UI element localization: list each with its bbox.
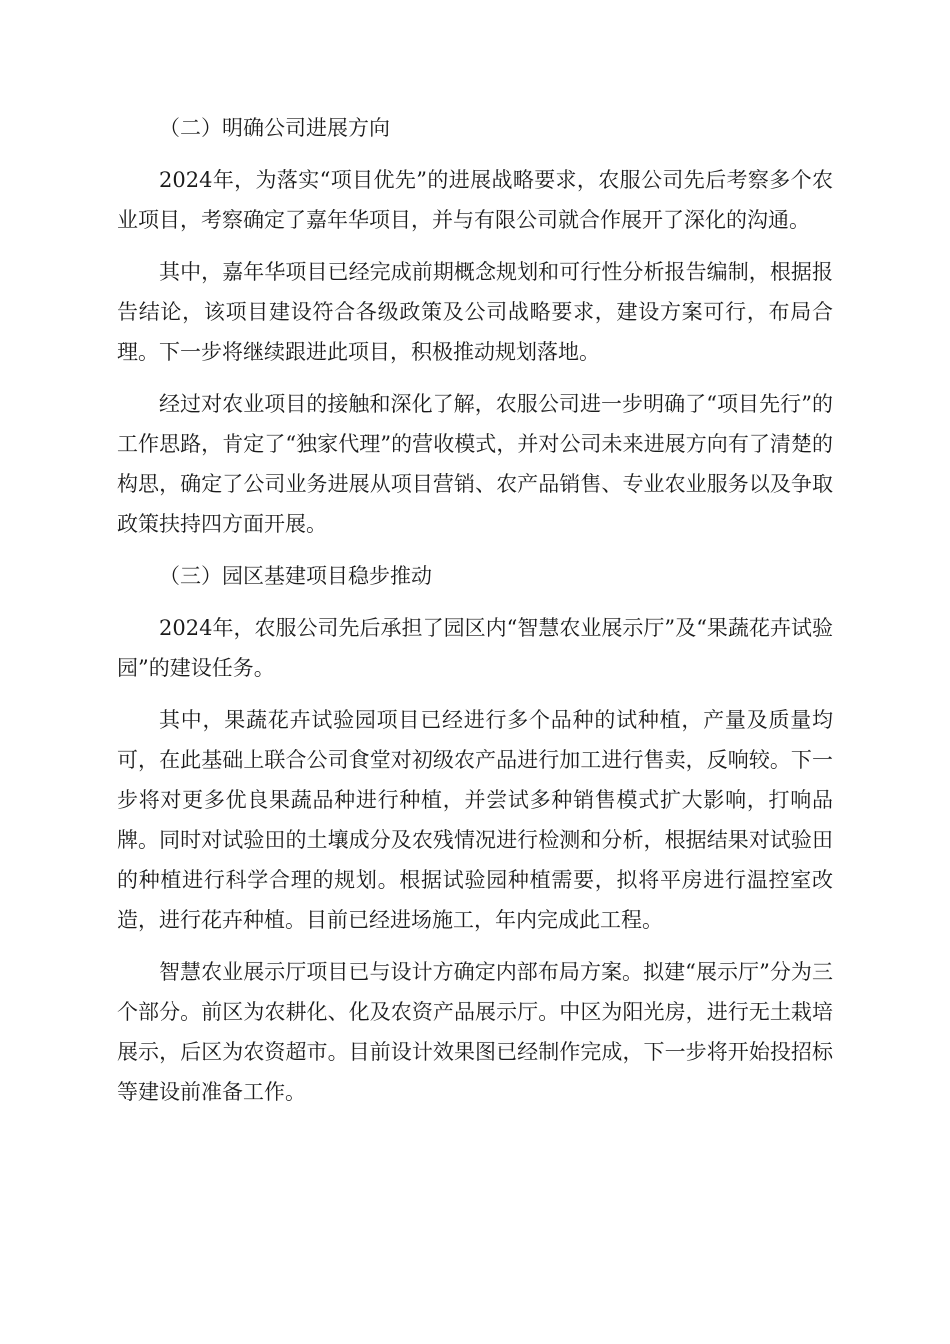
- paragraph: 2024年，农服公司先后承担了园区内“智慧农业展示厅”及“果蔬花卉试验园”的建设任务。: [117, 616, 833, 680]
- paragraph: 其中，嘉年华项目已经完成前期概念规划和可行性分析报告编制，根据报告结论，该项目建设符合各级政策及公司战略要求，建设方案可行，布局合理。下一步将继续跟进此项目，积极推动规划落地。: [117, 260, 833, 364]
- paragraph: 2024年，为落实“项目优先”的进展战略要求，农服公司先后考察多个农业项目，考察确定了嘉年华项目，并与有限公司就合作展开了深化的沟通。: [117, 168, 833, 232]
- paragraph: 其中，果蔬花卉试验园项目已经进行多个品种的试种植，产量及质量均可，在此基础上联合公司食堂对初级农产品进行加工进行售卖，反响较。下一步将对更多优良果蔬品种进行种植，并尝试多种销售模式扩大影响，打响品牌。同时对试验田的土壤成分及农残情况进行检测和分析，根据结果对试验田的种植进行科学合理的规划。根据试验园种植需要，拟将平房进行温控室改造，进行花卉种植。目前已经进场施工，年内完成此工程。: [117, 708, 833, 932]
- document-body: [117, 108, 833, 1124]
- paragraph: 经过对农业项目的接触和深化了解，农服公司进一步明确了“项目先行”的工作思路，肯定了“独家代理”的营收模式，并对公司未来进展方向有了清楚的构思，确定了公司业务进展从项目营销、农产品销售、专业农业服务以及争取政策扶持四方面开展。: [117, 392, 833, 536]
- section-heading-3: （三）园区基建项目稳步推动: [159, 564, 432, 588]
- section-heading-2: （二）明确公司进展方向: [159, 116, 390, 140]
- paragraph: 智慧农业展示厅项目已与设计方确定内部布局方案。拟建“展示厅”分为三个部分。前区为农耕化、化及农资产品展示厅。中区为阳光房，进行无土栽培展示，后区为农资超市。目前设计效果图已经制作完成，下一步将开始投招标等建设前准备工作。: [117, 960, 833, 1104]
